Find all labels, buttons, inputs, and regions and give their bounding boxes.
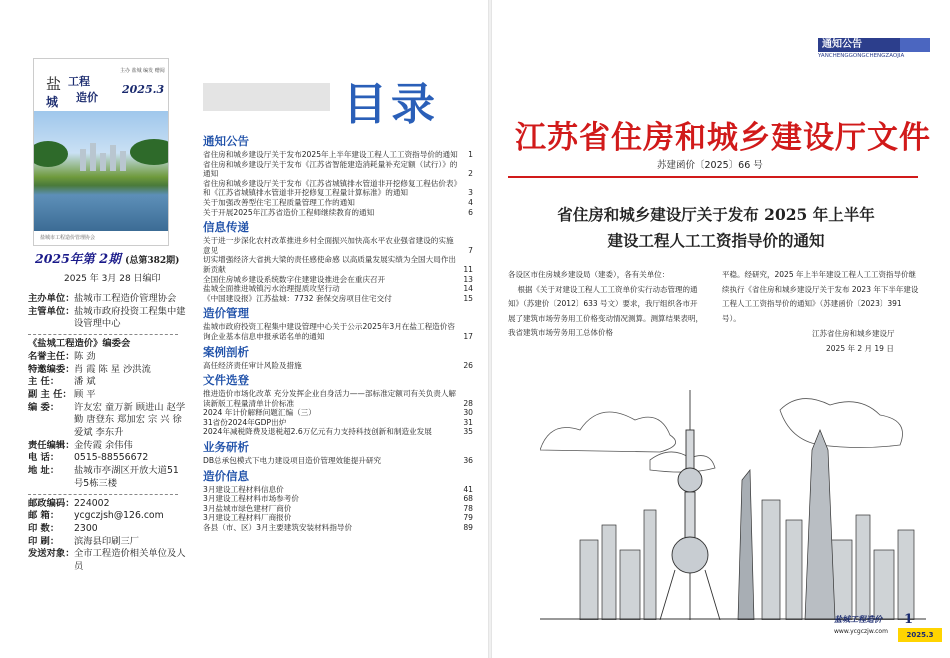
- toc-entry-title: 关于开展2025年江苏省造价工程师继续教育的通知: [203, 207, 375, 217]
- committee-row: [28, 548, 188, 573]
- red-header: 江苏省住房和城乡建设厅文件: [515, 120, 931, 156]
- notice-title-line1: 省住房和城乡建设厅关于发布 2025 年上半年: [557, 205, 875, 224]
- toc-entry-title: 省住房和城乡建设厅关于发布《江苏省城镇排水管道非开挖修复工程估价表》和《江苏省城镇排水管道非开挖修复工程量计算标准》的通知: [203, 178, 458, 198]
- toc-section-title: 案例剖析: [203, 344, 249, 359]
- building: [856, 515, 870, 620]
- toc-entry-title: 切实增强经济大省挑大梁的责任感使命感 以高质量发展实绩为全国大局作出新贡献: [203, 255, 457, 274]
- toc-entry[interactable]: [203, 504, 473, 514]
- toc-section-title: 造价信息: [203, 468, 249, 483]
- toc-entry[interactable]: [203, 513, 473, 523]
- toc-entry-title: 省住房和城乡建设厅关于发布《江苏省智能建造消耗量补充定额（试行）》的通知: [203, 159, 458, 179]
- field-value: ycgczjsh@126.com: [74, 510, 164, 522]
- signer: 江苏省住房和城乡建设厅: [812, 329, 895, 338]
- toc-entry-page: 36: [463, 456, 473, 466]
- committee-row: [28, 498, 188, 511]
- notice-body-right: 平稳。经研究，2025 年上半年建设工程人工工资指导价继续执行《省住房和城乡建设厅关于发布 2023 年下半年建设工程人工工资指导价的通知》（苏建函价〔2023〕391 号）。: [722, 270, 919, 323]
- toc-entry-title: 盐城市政府投资工程集中建设管理中心关于公示2025年3月在盐工程造价咨询企业基本信息申报承诺名单的通知: [203, 322, 455, 341]
- toc-entry[interactable]: [203, 160, 473, 179]
- toc-entry[interactable]: [203, 255, 473, 274]
- committee-row: [28, 465, 188, 490]
- toc-entry-page: 2: [468, 169, 473, 179]
- field-label: 名誉主任：: [28, 350, 75, 362]
- toc-section-title: 业务研析: [203, 440, 249, 455]
- toc-heading: 目录: [343, 79, 439, 130]
- field-value: 0515-88556672: [74, 452, 149, 464]
- toc-entry[interactable]: [203, 523, 473, 533]
- cover-logo-left: 城: [46, 95, 59, 109]
- footer-logo: 盐城工程造价: [834, 614, 882, 624]
- committee-row: [28, 364, 188, 377]
- toc-entry[interactable]: [203, 208, 473, 218]
- field-value: 潘 斌: [74, 376, 96, 388]
- field-value: 顾 平: [74, 388, 96, 400]
- field-value: 2300: [74, 522, 98, 534]
- toc-entry-page: 7: [468, 245, 473, 255]
- building: [602, 525, 616, 620]
- toc-entry-title: 3月建设工程材料信息价: [203, 484, 284, 494]
- field-value: 许友宏 童万新 顾进山 赵学勤 唐登东 郑加宏 宗 兴 徐爱斌 李东升: [74, 401, 186, 439]
- toc-entry-page: 79: [463, 513, 473, 523]
- toc-entry-page: 4: [468, 197, 473, 207]
- toc-entry[interactable]: [203, 494, 473, 504]
- toc-entry-page: 68: [463, 494, 473, 504]
- toc-entry[interactable]: [203, 179, 473, 198]
- cover-tag: 主办 盐城 编发 赠阅: [120, 68, 165, 74]
- toc-entry-page: 31: [463, 417, 473, 427]
- cover-photo: [34, 111, 169, 231]
- field-label: 电 话：: [28, 452, 60, 464]
- magazine-cover: [33, 58, 169, 246]
- field-label: 主管单位：: [28, 305, 75, 317]
- red-rule: [508, 176, 918, 178]
- cloud-left: [540, 412, 676, 452]
- toc-entry-title: 3月建设工程材料市场参考价: [203, 494, 299, 504]
- building: [580, 540, 598, 620]
- field-label: 主办单位：: [28, 293, 75, 304]
- tower: [805, 430, 835, 620]
- committee-row: [28, 452, 188, 465]
- footer-issue: 2025.3: [898, 628, 942, 642]
- toc-entry-title: 盐城全面推进城镇污水治理提质攻坚行动: [203, 284, 340, 294]
- toc-entry[interactable]: [203, 485, 473, 495]
- field-value: 盐城市工程造价管理协会: [74, 293, 177, 304]
- cover-logo-mid: 工程: [68, 75, 90, 88]
- toc-entry-title: 2024 年计价解释问题汇编（三）: [203, 408, 316, 418]
- masthead-info: [28, 293, 188, 574]
- building: [644, 510, 656, 620]
- cloud-mid: [650, 452, 715, 472]
- toc-entry-title: 推进造价市场化改革 充分发挥企业自身活力——部标准定额司有关负责人解读新版工程量清单计价标准: [203, 389, 457, 408]
- field-value: 全市工程造价相关单位及人员: [74, 548, 186, 573]
- banner-subtitle: YANCHENGGONGCHENGZAOJIA: [818, 53, 905, 59]
- toc-entry-page: 28: [463, 398, 473, 408]
- toc-entry[interactable]: [203, 456, 473, 466]
- table-of-contents: [203, 131, 473, 533]
- toc-entry[interactable]: [203, 236, 473, 255]
- toc-entry[interactable]: [203, 284, 473, 294]
- committee-row: [28, 510, 188, 523]
- toc-entry-title: 关于加强改善型住宅工程质量管理工作的通知: [203, 197, 355, 207]
- tower: [738, 470, 754, 620]
- field-label: 邮 箱：: [28, 510, 60, 522]
- field-value: 陈 劲: [74, 350, 96, 362]
- toc-section-title: 通知公告: [203, 134, 249, 148]
- notice-title-line2: 建设工程人工工资指导价的通知: [607, 231, 825, 250]
- field-label: 印 数：: [28, 522, 60, 534]
- field-value: 肖 霞 陈 星 沙洪流: [74, 363, 151, 375]
- field-label: 主 任：: [28, 376, 60, 388]
- sign-date: 2025 年 2 月 19 日: [826, 344, 894, 353]
- cover-logo-right: 造价: [76, 91, 98, 104]
- toc-entry[interactable]: [203, 275, 473, 285]
- toc-section-title: 文件选登: [203, 373, 249, 388]
- issue-suffix: 期: [108, 251, 121, 266]
- toc-entry-page: 1: [468, 150, 473, 159]
- field-label: 责任编辑：: [28, 439, 75, 451]
- building: [786, 520, 802, 620]
- toc-section-title: 造价管理: [203, 306, 249, 321]
- toc-entry-title: 高任经济责任审计风险及措施: [203, 360, 302, 370]
- committee-row: [28, 351, 188, 364]
- committee-row: [28, 536, 188, 549]
- notice-title: [516, 202, 916, 254]
- page-gutter: [488, 0, 492, 658]
- notice-body-left: 各设区市住房城乡建设局（建委），各有关单位： 根据《关于对建设工程人工工资单价实行动态管理的通知》（苏建价〔2012〕633 号文）要求，我厅组织各市开展了建筑市场劳务用工价格变动情况测算。测算结果表明，我省建筑市场劳务用工总体价格: [508, 270, 703, 338]
- field-label: 地 址：: [28, 465, 60, 477]
- building: [762, 500, 780, 620]
- oriental-pearl-tower: [660, 390, 720, 620]
- redacted-block: [203, 83, 330, 111]
- section-banner: 通知公告: [818, 38, 900, 52]
- committee-row: [28, 402, 188, 440]
- toc-entry-title: 3月建设工程材料厂商报价: [203, 513, 292, 523]
- field-label: 发送对象：: [28, 548, 75, 560]
- toc-entry[interactable]: [203, 322, 473, 341]
- toc-entry[interactable]: [203, 150, 473, 160]
- cover-footer: 盐城市工程造价管理协会: [34, 231, 169, 246]
- cover-logo-top: 盐: [46, 75, 62, 93]
- field-value: 盐城市政府投资工程集中建设管理中心: [74, 305, 186, 330]
- toc-entry[interactable]: [203, 389, 473, 408]
- toc-entry-page: 89: [463, 523, 473, 533]
- toc-section-title: 信息传递: [203, 220, 249, 235]
- divider: [28, 494, 178, 495]
- field-label: 编 委：: [28, 401, 60, 413]
- info-row: [28, 306, 188, 331]
- field-label: 邮政编码：: [28, 497, 75, 509]
- toc-entry[interactable]: [203, 408, 473, 418]
- field-label: 副 主 任：: [28, 388, 72, 400]
- info-row: [28, 293, 188, 306]
- committee-row: [28, 440, 188, 453]
- toc-entry-title: 各县（市、区）3月主要建筑安装材料指导价: [203, 523, 353, 533]
- committee-row: [28, 376, 188, 389]
- toc-entry[interactable]: [203, 198, 473, 208]
- page-number: 1: [904, 612, 914, 627]
- issue-total: (总第382期): [125, 256, 180, 266]
- toc-entry-page: 3: [468, 188, 473, 198]
- print-date: 2025 年 3月 28 日编印: [64, 274, 161, 284]
- toc-entry-page: 15: [463, 293, 473, 303]
- toc-entry-title: DB总承包模式下电力建设项目造价管理效能提升研究: [203, 456, 382, 466]
- field-value: 224002: [74, 497, 110, 509]
- field-label: 印 刷：: [28, 535, 60, 547]
- toc-entry-title: 《中国建设报》江苏盐城：7732 套保交房项目住宅交付: [203, 293, 392, 303]
- toc-entry-page: 30: [463, 408, 473, 418]
- toc-entry-page: 78: [463, 503, 473, 513]
- toc-entry-title: 省住房和城乡建设厅关于发布2025年上半年建设工程人工工资指导价的通知: [203, 150, 458, 159]
- toc-entry-title: 全国住房城乡建设系统数字住建建设推进会在重庆召开: [203, 274, 386, 284]
- toc-entry-page: 35: [463, 427, 473, 437]
- footer-url: www.ycgczjw.com: [834, 628, 888, 635]
- toc-entry-page: 17: [463, 331, 473, 341]
- toc-entry[interactable]: [203, 361, 473, 371]
- committee-title: 《盐城工程造价》编委会: [28, 338, 131, 350]
- toc-entry-page: 11: [463, 264, 473, 274]
- field-value: 盐城市亭湖区开放大道51号5栋三楼: [74, 465, 179, 489]
- issue-number: 2: [99, 252, 109, 267]
- issue-prefix: 2025年第: [35, 251, 95, 266]
- toc-entry-page: 41: [463, 484, 473, 494]
- toc-entry-title: 31省份2024年GDP出炉: [203, 417, 287, 427]
- divider: [28, 334, 178, 335]
- toc-entry-title: 关于进一步深化农村改革推进乡村全面振兴加快高水平农业强省建设的实施意见: [203, 236, 454, 255]
- toc-entry-title: 2024年减税降费及退税超2.6万亿元有力支持科技创新和制造业发展: [203, 427, 432, 437]
- field-value: 滨海县印刷三厂: [74, 535, 140, 547]
- banner-accent: [900, 38, 930, 52]
- field-value: 金传霞 余伟伟: [74, 439, 133, 451]
- field-label: 特邀编委：: [28, 363, 75, 375]
- toc-entry-page: 6: [468, 207, 473, 217]
- building: [898, 530, 914, 620]
- toc-entry[interactable]: [203, 427, 473, 437]
- issue-line: [35, 249, 179, 267]
- toc-entry-page: 26: [463, 360, 473, 370]
- committee-row: [28, 389, 188, 402]
- cloud-right: [780, 399, 903, 448]
- toc-entry-page: 14: [463, 284, 473, 294]
- building: [874, 550, 894, 620]
- cover-issue: 2025.3: [122, 83, 165, 96]
- skyline-illustration: [540, 390, 926, 620]
- toc-entry-title: 3月盐城市绿色建材厂商价: [203, 503, 292, 513]
- document-number: 苏建函价〔2025〕66 号: [657, 160, 763, 171]
- committee-row: [28, 523, 188, 536]
- toc-entry-page: 13: [463, 274, 473, 284]
- building: [620, 550, 640, 620]
- toc-entry[interactable]: [203, 294, 473, 304]
